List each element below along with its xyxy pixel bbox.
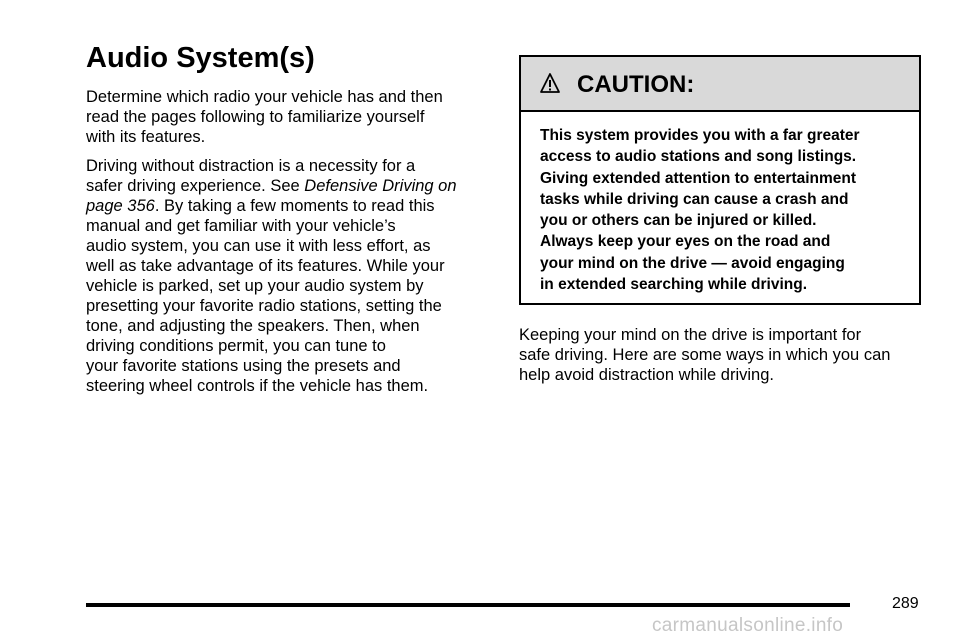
text-line: tone, and adjusting the speakers. Then, when (86, 317, 420, 335)
text-line: presetting your favorite radio stations, setting the (86, 297, 442, 315)
text-line: vehicle is parked, set up your audio system by (86, 277, 424, 295)
defensive-driving-xref[interactable]: Defensive Driving on (304, 177, 457, 195)
text-line: Keeping your mind on the drive is important for (519, 326, 862, 344)
text-line: driving conditions permit, you can tune to (86, 337, 386, 355)
text-line: your favorite stations using the presets and (86, 357, 401, 375)
after-caution-column (519, 325, 939, 385)
text-line: Determine which radio your vehicle has and then (86, 88, 443, 106)
footer-rule (86, 603, 850, 607)
text-line: manual and get familiar with your vehicle’s (86, 217, 396, 235)
caution-line: tasks while driving can cause a crash and (540, 190, 849, 208)
watermark-text: carmanualsonline.info (652, 615, 844, 636)
caution-line: in extended searching while driving. (540, 276, 808, 294)
caution-line: Always keep your eyes on the road and (540, 233, 831, 251)
text-line: help avoid distraction while driving. (519, 366, 774, 384)
text-line: with its features. (86, 128, 206, 146)
text-line: steering wheel controls if the vehicle has them. (86, 377, 429, 395)
caution-bracket-icon (539, 72, 561, 94)
text-line: well as take advantage of its features. While your (86, 257, 445, 275)
text-line: . By taking a few moments to read this (154, 197, 435, 215)
caution-line: your mind on the drive — avoid engaging (540, 254, 845, 272)
distraction-paragraph (86, 156, 506, 396)
page-reference-xref[interactable]: page 356 (86, 197, 155, 215)
text-line: safe driving. Here are some ways in which you can (519, 346, 891, 364)
caution-text (521, 112, 919, 295)
text-line: read the pages following to familiarize yourself (86, 108, 425, 126)
caution-line: This system provides you with a far greater (540, 127, 860, 144)
caution-line: Giving extended attention to entertainment (540, 169, 857, 187)
caution-title: CAUTION: (577, 71, 695, 98)
intro-paragraph (86, 87, 506, 147)
intro-text-column (86, 87, 506, 396)
after-caution-paragraph (519, 325, 939, 385)
text-line: audio system, you can use it with less effort, as (86, 237, 431, 255)
page-number: 289 (892, 595, 919, 612)
text-line: safer driving experience. See (86, 177, 305, 195)
caution-line: you or others can be injured or killed. (540, 212, 817, 230)
text-line: Driving without distraction is a necessity for a (86, 157, 416, 175)
section-title: Audio System(s) (86, 42, 315, 74)
caution-line: access to audio stations and song listings. (540, 148, 857, 166)
caution-header (521, 57, 919, 112)
caution-box (519, 55, 921, 305)
